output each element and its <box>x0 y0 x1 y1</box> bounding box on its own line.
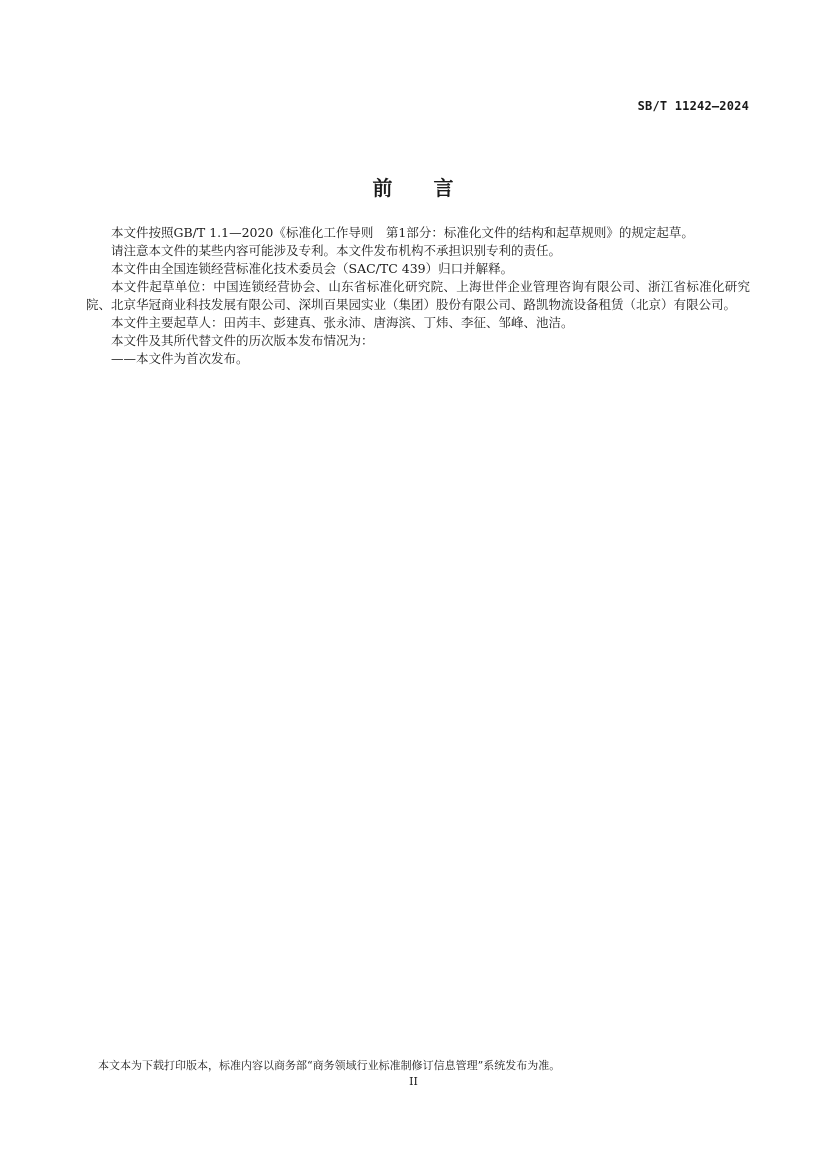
page-number: II <box>409 1075 418 1088</box>
paragraph-version-history: 本文件及其所代替文件的历次版本发布情况为： <box>111 333 374 348</box>
page-title <box>0 172 827 201</box>
paragraph-committee: 本文件由全国连锁经营标准化技术委员会（SAC/TC 439）归口并解释。 <box>111 261 514 276</box>
paragraph-drafting-units: 本文件起草单位：中国连锁经营协会、山东省标准化研究院、上海世伴企业管理咨询有限公司、浙江省标准化研究院、北京华冠商业科技发展有限公司、深圳百果园实业（集团）股份有限公司、路凯物流设备租赁（北京）有限公司。 <box>86 279 750 312</box>
title-char-1: 前 <box>372 176 394 200</box>
footer-note: 本文本为下载打印版本，标准内容以商务部“商务领域行业标准制修订信息管理”系统发布为准。 <box>98 1059 561 1072</box>
paragraph-patent-notice: 请注意本文件的某些内容可能涉及专利。本文件发布机构不承担识别专利的责任。 <box>111 243 562 258</box>
document-code: SB/T 11242—2024 <box>637 99 749 113</box>
paragraph-first-release: ——本文件为首次发布。 <box>111 351 249 366</box>
foreword-body <box>86 224 750 368</box>
title-char-2: 言 <box>433 176 455 200</box>
paragraph-drafting-rules: 本文件按照GB/T 1.1—2020《标准化工作导则 第1部分：标准化文件的结构和起草规则》的规定起草。 <box>111 225 694 240</box>
paragraph-drafters: 本文件主要起草人：田芮丰、彭建真、张永沛、唐海滨、丁炜、李征、邹峰、池洁。 <box>111 315 574 330</box>
